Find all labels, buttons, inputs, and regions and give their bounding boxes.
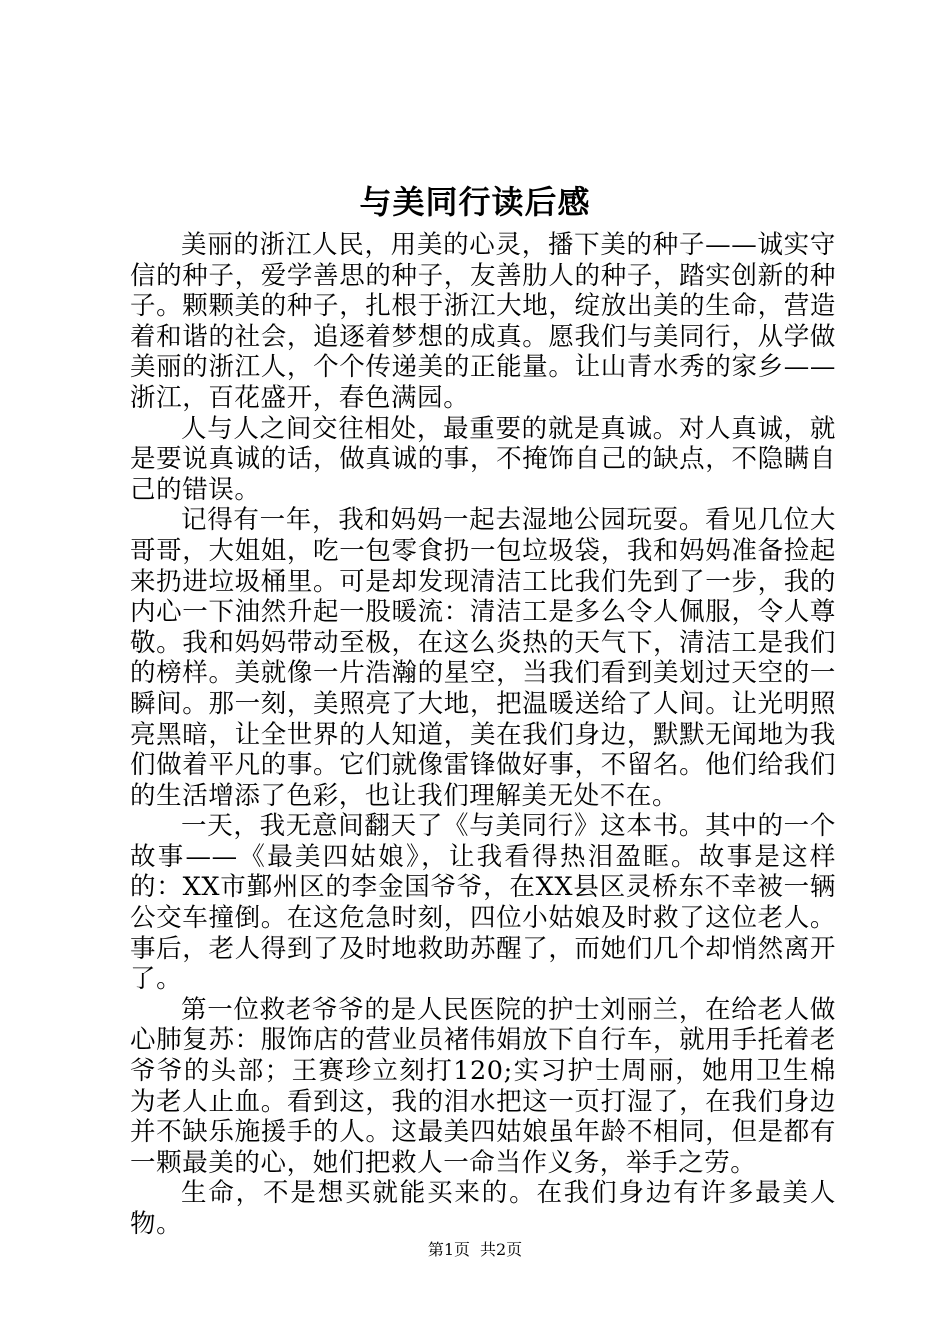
paragraph: 一天，我无意间翻天了《与美同行》这本书。其中的一个故事——《最美四姑娘》，让我看得热泪盈眶。故事是这样的：XX市鄞州区的李金国爷爷，在XX县区灵桥东不幸被一辆公交车撞倒。在这危急时刻，四位小姑娘及时救了这位老人。事后，老人得到了及时地救助苏醒了，而她们几个却悄然离开了。 xyxy=(130,811,836,995)
document-title: 与美同行读后感 xyxy=(359,183,591,221)
page-total: 共2页 xyxy=(480,1240,523,1259)
paragraph: 第一位救老爷爷的是人民医院的护士刘丽兰，在给老人做心肺复苏：服饰店的营业员褚伟娟放下自行车，就用手托着老爷爷的头部；王赛珍立刻打120;实习护士周丽，她用卫生棉为老人止血。看到这，我的泪水把这一页打湿了，在我们身边并不缺乐施援手的人。这最美四姑娘虽年龄不相同，但是都有一颗最美的心，她们把救人一命当作义务，举手之劳。 xyxy=(130,994,836,1178)
paragraph: 生命，不是想买就能买来的。在我们身边有许多最美人物。 xyxy=(130,1178,836,1239)
document-body xyxy=(130,230,836,1240)
page-number: 第1页 xyxy=(427,1240,470,1259)
paragraph: 记得有一年，我和妈妈一起去湿地公园玩耍。看见几位大哥哥，大姐姐，吃一包零食扔一包垃圾袋，我和妈妈准备捡起来扔进垃圾桶里。可是却发现清洁工比我们先到了一步，我的内心一下油然升起一股暖流：清洁工是多么令人佩服，令人尊敬。我和妈妈带动至极，在这么炎热的天气下，清洁工是我们的榜样。美就像一片浩瀚的星空，当我们看到美划过天空的一瞬间。那一刻，美照亮了大地，把温暖送给了人间。让光明照亮黑暗，让全世界的人知道，美在我们身边，默默无闻地为我们做着平凡的事。它们就像雷锋做好事，不留名。他们给我们的生活增添了色彩，也让我们理解美无处不在。 xyxy=(130,505,836,811)
page-footer xyxy=(0,1240,950,1260)
paragraph: 人与人之间交往相处，最重要的就是真诚。对人真诚，就是要说真诚的话，做真诚的事，不掩饰自己的缺点，不隐瞒自己的错误。 xyxy=(130,413,836,505)
paragraph: 美丽的浙江人民，用美的心灵，播下美的种子——诚实守信的种子，爱学善思的种子，友善肋人的种子，踏实创新的种子。颗颗美的种子，扎根于浙江大地，绽放出美的生命，营造着和谐的社会，追逐着梦想的成真。愿我们与美同行，从学做美丽的浙江人，个个传递美的正能量。让山青水秀的家乡——浙江，百花盛开，春色满园。 xyxy=(130,230,836,413)
